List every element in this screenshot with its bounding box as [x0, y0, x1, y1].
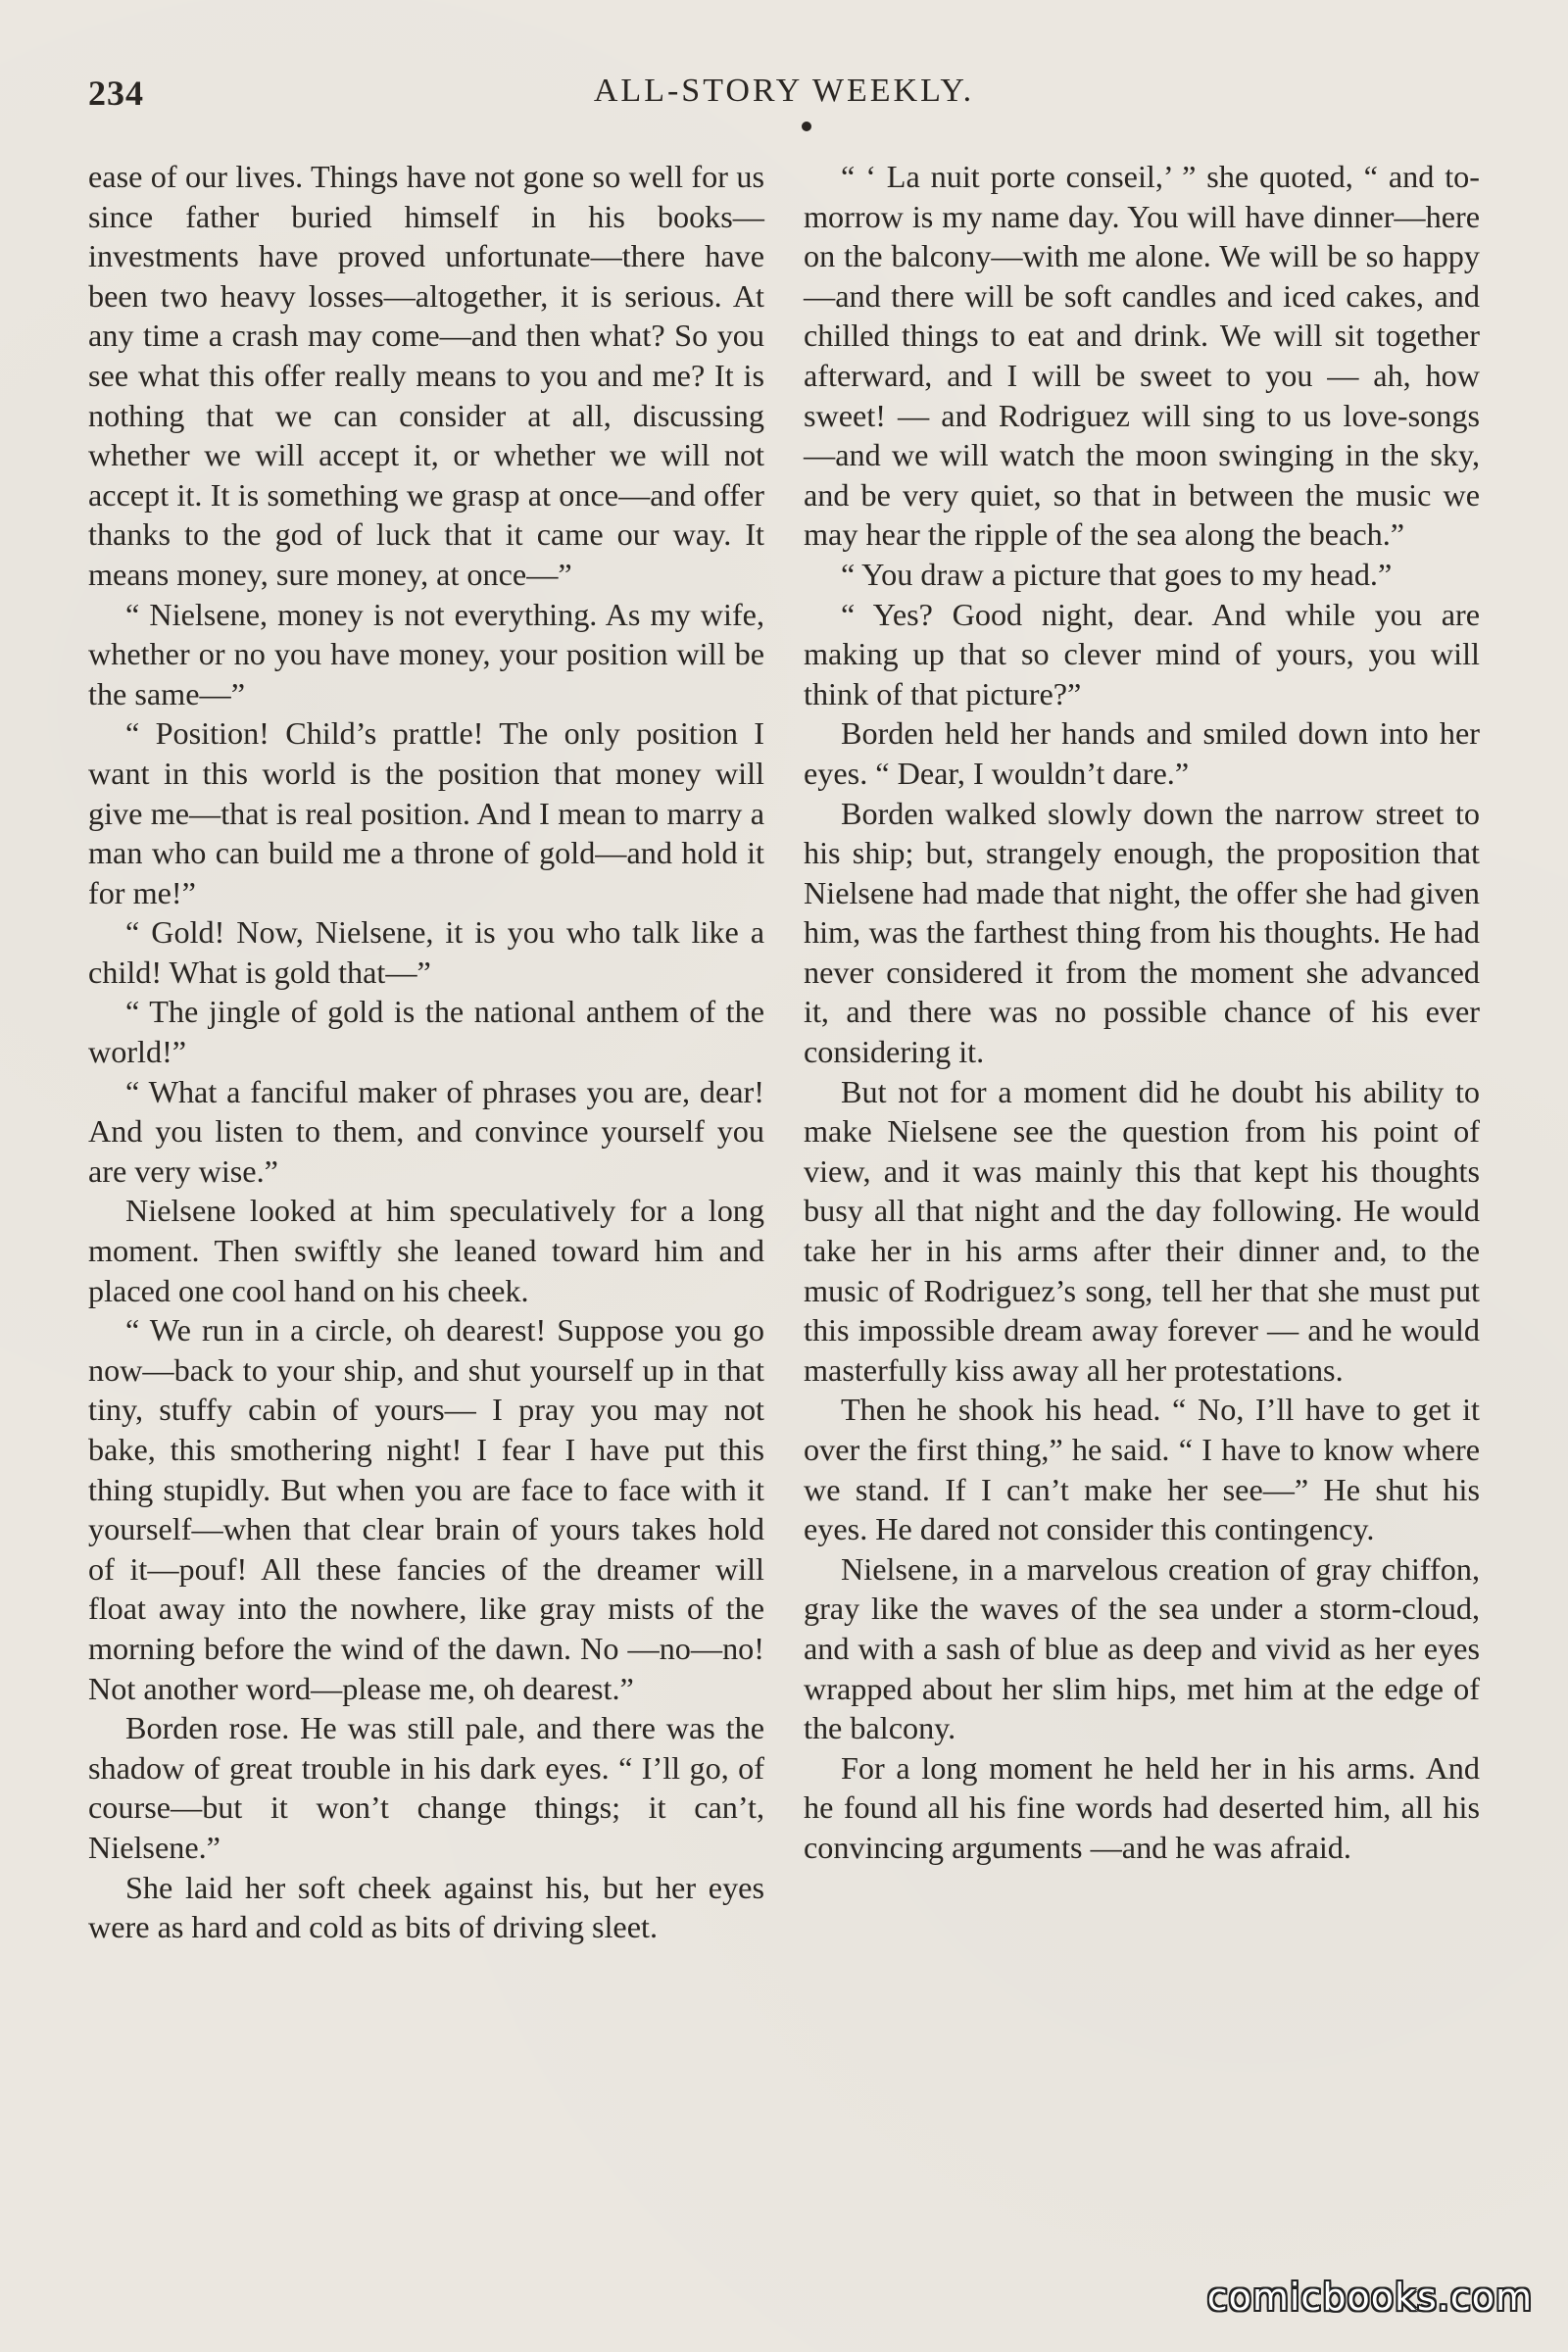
page-number: 234: [88, 74, 144, 113]
paragraph: “ ‘ La nuit porte conseil,’ ” she quoted, “ and to-morrow is my name day. You will have dinner—here on the balcony—with me alone. We will be so happy—and there will be soft candles and iced cakes, and chilled things to eat and drink. We will sit together afterward, and I will be sweet to you — ah, how sweet! — and Rodriguez will sing to us love-songs—and we will watch the moon swinging in the sky, and be very quiet, so that in between the music we may hear the ripple of the sea along the beach.”: [804, 159, 1480, 553]
paragraph: But not for a moment did he doubt his ability to make Nielsene see the question from his point of view, and it was mainly this that kept his thoughts busy all that night and the day following. He would take her in his arms after their dinner and, to the music of Rodriguez’s song, tell her that she must put this impossible dream away forever — and he would masterfully kiss away all her protestations.: [804, 1073, 1480, 1388]
paragraph: ease of our lives. Things have not gone so well for us since father buried himself in his books—investments have proved unfortunate—there have been two heavy losses—altogether, it is serious. At any time a crash may come—and then what? So you see what this offer really means to you and me? It is nothing that we can consider at all, discussing whether we will accept it, or whether we will not accept it. It is something we grasp at once—and offer thanks to the god of luck that it came our way. It means money, sure money, at once—”: [88, 159, 764, 592]
paragraph: For a long moment he held her in his arms. And he found all his fine words had deserted him, all his convincing arguments —and he was afraid.: [804, 1749, 1480, 1865]
paragraph: Borden walked slowly down the narrow street to his ship; but, strangely enough, the proposition that Nielsene had made that night, the offer she had given him, was the farthest thing from his thoughts. He had never considered it from the moment she advanced it, and there was no possible chance of his ever considering it.: [804, 795, 1480, 1070]
paragraph: Borden held her hands and smiled down into her eyes. “ Dear, I wouldn’t dare.”: [804, 715, 1480, 791]
watermark: comicbooks.com: [1206, 2276, 1533, 2319]
paragraph: Nielsene, in a marvelous creation of gray chiffon, gray like the waves of the sea under a storm-cloud, and with a sash of blue as deep and vivid as her eyes wrapped about her slim hips, met him at the edge of the balcony.: [804, 1550, 1480, 1746]
paragraph: Then he shook his head. “ No, I’ll have to get it over the first thing,” he said. “ I have to know where we stand. If I can’t make her see—” He shut his eyes. He dared not consider this contingency.: [804, 1392, 1480, 1547]
paragraph: “ The jingle of gold is the national anthem of the world!”: [88, 994, 764, 1070]
paragraph: “ Yes? Good night, dear. And while you are making up that so clever mind of yours, you will think of that picture?”: [804, 596, 1480, 711]
paragraph: Borden rose. He was still pale, and there was the shadow of great trouble in his dark eyes. “ I’ll go, of course—but it won’t change things; it can’t, Nielsene.”: [88, 1710, 764, 1865]
paragraph: “ Gold! Now, Nielsene, it is you who talk like a child! What is gold that—”: [88, 914, 764, 990]
right-column: [804, 157, 1480, 2264]
paragraph: “ You draw a picture that goes to my head.”: [841, 556, 1393, 592]
paragraph: She laid her soft cheek against his, but her eyes were as hard and cold as bits of driving sleet.: [88, 1869, 764, 1945]
paragraph: “ What a fanciful maker of phrases you are, dear! And you listen to them, and convince yourself you are very wise.”: [88, 1073, 764, 1189]
paragraph: “ Position! Child’s prattle! The only position I want in this world is the position that money will give me—that is real position. And I mean to marry a man who can build me a throne of gold—and hold it for me!”: [88, 715, 764, 910]
paragraph: “ We run in a circle, oh dearest! Suppose you go now—back to your ship, and shut yourself up in that tiny, stuffy cabin of yours— I pray you may not bake, this smothering night! I fear I have put this thing stupidly. But when you are face to face with it yourself—when that clear brain of yours takes hold of it—pouf! All these fancies of the dreamer will float away into the nowhere, like gray mists of the morning before the wind of the dawn. No —no—no! Not another word—please me, oh dearest.”: [88, 1312, 764, 1706]
header-ornament: [802, 122, 811, 131]
paragraph: “ Nielsene, money is not everything. As my wife, whether or no you have money, your position will be the same—”: [88, 596, 764, 711]
left-column: [88, 157, 764, 2264]
magazine-title: ALL-STORY WEEKLY.: [593, 73, 975, 109]
page-header: [88, 73, 1480, 122]
paragraph: Nielsene looked at him speculatively for a long moment. Then swiftly she leaned toward him and placed one cool hand on his cheek.: [88, 1193, 764, 1308]
